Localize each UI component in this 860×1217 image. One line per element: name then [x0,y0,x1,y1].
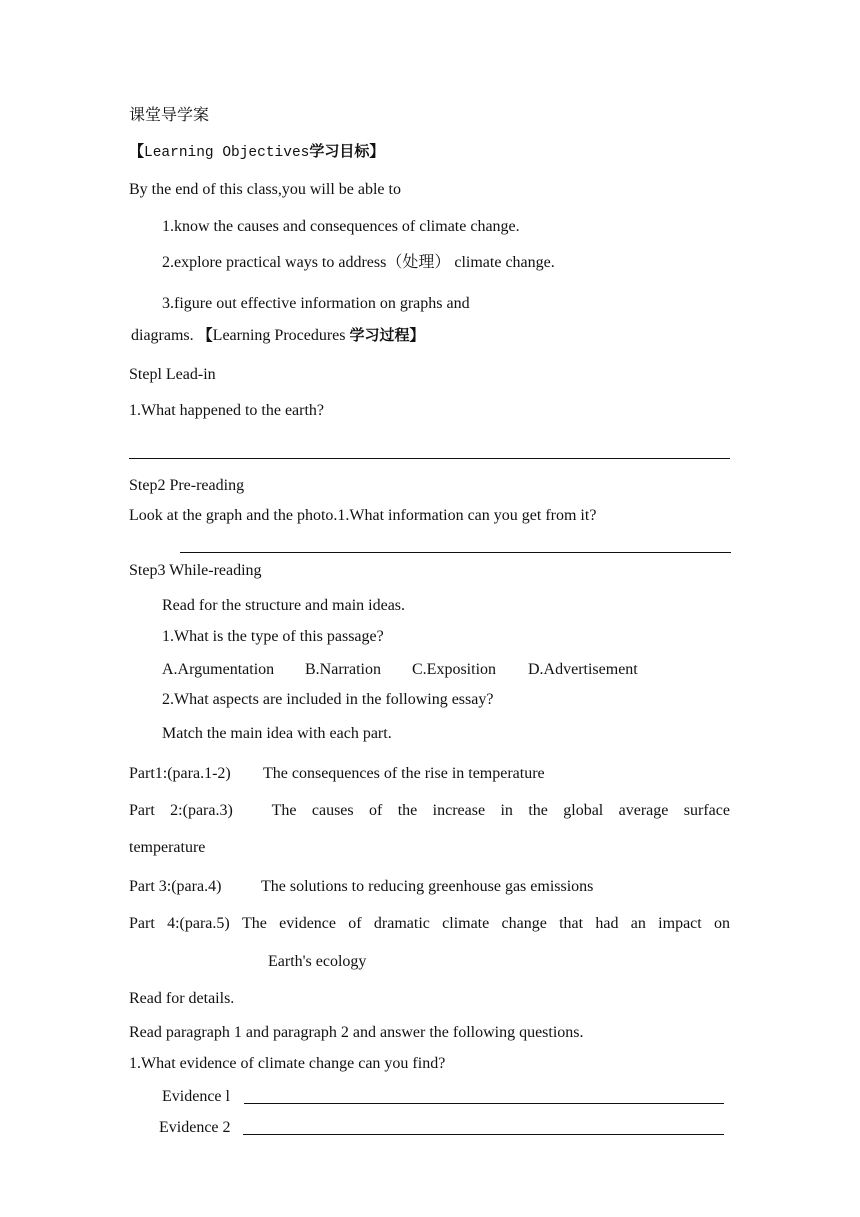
part2-word: causes [311,802,354,819]
detail-question-1: 1.What evidence of climate change can you find? [129,1055,446,1072]
objective-item-3-cont: diagrams. [131,327,194,344]
part2-word: average [618,802,669,819]
part4-word: evidence [279,915,336,932]
evidence-2-label: Evidence 2 [159,1119,231,1136]
option-b: B.Narration [305,661,381,678]
part3-label: Part 3:(para.4) [129,878,222,895]
match-instruction: Match the main idea with each part. [162,725,392,742]
part2-label-a: Part [129,802,155,819]
option-a: A.Argumentation [162,661,275,678]
part4-word: climate [442,915,490,932]
objective-item-1: 1.know the causes and consequences of climate change. [162,218,520,235]
part1-text: The consequences of the rise in temperature [263,765,545,782]
option-c: C.Exposition [412,661,497,678]
part2-word: surface [683,802,730,819]
bracket-close: 】 [369,142,385,160]
page-title: 课堂导学案 [129,107,210,124]
detail-instruction: Read paragraph 1 and paragraph 2 and answer the following questions. [129,1024,584,1041]
part2-word: the [528,802,548,819]
step1-answer-line[interactable] [129,458,730,459]
part2-word: of [369,802,383,819]
part4-word: on [714,915,730,932]
part4-word: The [241,915,267,932]
procedures-heading-en: Learning Procedures [212,327,350,344]
aspects-question: 2.What aspects are included in the following essay? [162,691,494,708]
part4-word: of [348,915,362,932]
option-d: D.Advertisement [528,661,638,678]
part2-word: the [397,802,418,819]
objective-item-3: 3.figure out effective information on graphs and [162,295,470,312]
procedures-line [131,326,425,345]
part4-word: change [501,915,547,932]
part2-word: increase [432,802,486,819]
evidence-1-blank[interactable] [244,1103,724,1104]
part4-cont: Earth's ecology [268,953,367,970]
part4-word: impact [658,915,702,932]
part4-word: an [630,915,646,932]
step2-heading: Step2 Pre-reading [129,477,245,494]
part3-text: The solutions to reducing greenhouse gas emissions [261,878,594,895]
bracket-open: 【 [129,142,145,160]
part2-word: The [271,802,297,819]
part4-word: dramatic [373,915,430,932]
evidence-2-blank[interactable] [243,1134,724,1135]
part2-label-b: 2:(para.3) [170,802,233,819]
step3-heading: Step3 While-reading [129,562,262,579]
step2-question: Look at the graph and the photo.1.What information can you get from it? [129,507,597,524]
part4-label-b: 4:(para.5) [167,915,230,932]
procedures-bracket-open: 【 [197,326,213,344]
read-details: Read for details. [129,990,235,1007]
objectives-intro: By the end of this class,you will be able to [129,181,401,198]
procedures-bracket-close: 】 [409,326,425,344]
evidence-1-label: Evidence l [162,1088,230,1105]
step1-question: 1.What happened to the earth? [129,402,325,419]
procedures-heading-zh: 学习过程 [349,326,410,344]
part4-line [129,914,730,933]
part2-cont: temperature [129,839,206,856]
objectives-heading [129,142,384,162]
part4-word: that [559,915,584,932]
step2-answer-line[interactable] [180,552,731,553]
objectives-heading-en: Learning Objectives [144,145,310,161]
part2-word: global [563,802,604,819]
part4-word: had [595,915,619,932]
part4-label-a: Part [129,915,155,932]
type-question: 1.What is the type of this passage? [162,628,384,645]
objective-item-2: 2.explore practical ways to address（处理） climate change. [162,254,555,271]
part1-label: Part1:(para.1-2) [129,765,231,782]
objectives-heading-zh: 学习目标 [309,142,370,160]
step1-heading: Stepl Lead-in [129,366,216,383]
read-structure: Read for the structure and main ideas. [162,597,406,614]
part2-line [129,801,730,820]
part2-word: in [500,802,513,819]
